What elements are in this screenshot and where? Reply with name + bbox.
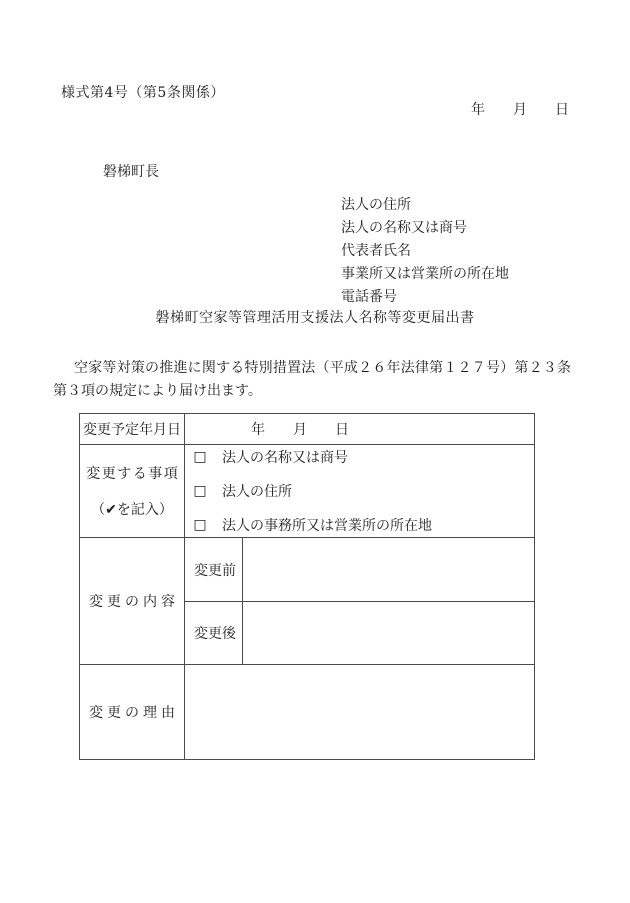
body-paragraph: 空家等対策の推進に関する特別措置法（平成２６年法律第１２７号）第２３条第３項の規定により届け出ます。 — [53, 360, 571, 399]
change-items-options — [185, 445, 534, 538]
scheduled-date-label: 変更予定年月日 — [80, 414, 185, 445]
addressee: 磐梯町長 — [103, 164, 159, 180]
change-content-label: 変更の内容 — [80, 538, 185, 665]
before-change-input-cell[interactable] — [243, 538, 534, 602]
sender-field-representative: 代表者氏名 — [341, 243, 411, 259]
change-items-label-line2: （✔を記入） — [91, 502, 173, 518]
scheduled-date-value[interactable]: 年 月 日 — [185, 414, 534, 445]
checkbox-option-corporate-name[interactable] — [193, 447, 534, 467]
checkbox-icon[interactable]: □ — [193, 449, 207, 465]
form-number: 様式第4号（第5条関係） — [61, 85, 225, 101]
sender-field-office-location: 事業所又は営業所の所在地 — [341, 266, 509, 282]
sender-field-corporate-name: 法人の名称又は商号 — [341, 220, 467, 236]
document-title: 磐梯町空家等管理活用支援法人名称等変更届出書 — [155, 310, 475, 326]
sender-block — [341, 194, 509, 309]
change-items-label-line1: 変更する事項 — [86, 466, 180, 482]
sender-field-phone: 電話番号 — [341, 289, 397, 305]
checkbox-option-label: 法人の住所 — [222, 484, 292, 500]
checkbox-option-office-location[interactable] — [193, 515, 534, 535]
checkbox-option-label: 法人の事務所又は営業所の所在地 — [222, 518, 432, 534]
change-reason-label: 変更の理由 — [80, 665, 185, 759]
date-line-top: 年 月 日 — [471, 102, 569, 118]
checkbox-option-corporate-address[interactable] — [193, 481, 534, 501]
checkbox-option-label: 法人の名称又は商号 — [222, 450, 348, 466]
after-change-input-cell[interactable] — [243, 602, 534, 665]
sender-field-address: 法人の住所 — [341, 197, 411, 213]
change-reason-input-cell[interactable] — [185, 665, 534, 759]
after-change-label: 変更後 — [185, 602, 243, 665]
change-items-label — [80, 445, 185, 538]
checkbox-icon[interactable]: □ — [193, 483, 207, 499]
form-table — [79, 413, 535, 760]
before-change-label: 変更前 — [185, 538, 243, 602]
checkbox-icon[interactable]: □ — [193, 517, 207, 533]
